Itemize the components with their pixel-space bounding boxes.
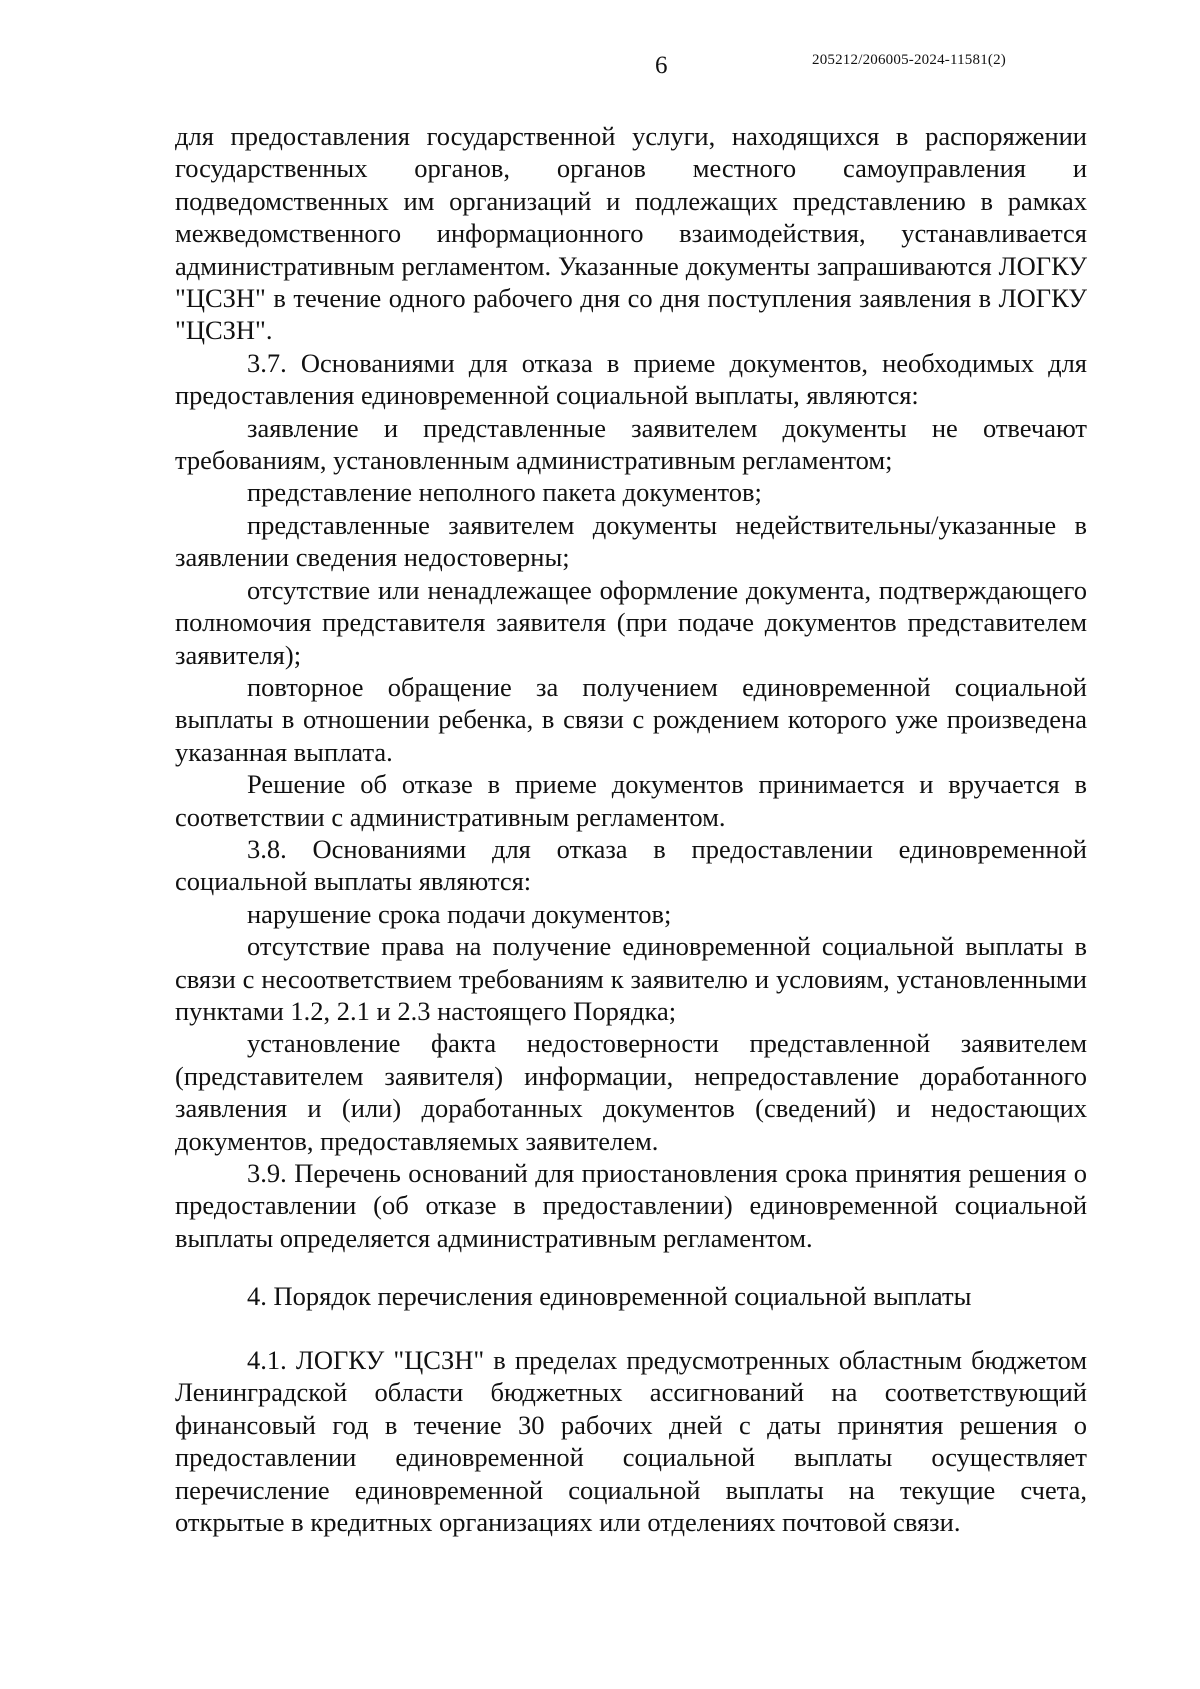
list-item: представление неполного пакета документов; xyxy=(247,477,762,508)
paragraph-3-7: 3.7. Основаниями для отказа в приеме документов, необходимых для предоставления единовременной социальной выплаты, являются: xyxy=(175,347,1087,411)
paragraph-decision: Решение об отказе в приеме документов принимается и вручается в соответствии с административным регламентом. xyxy=(175,769,1087,832)
list-item: отсутствие права на получение единовременной социальной выплаты в связи с несоответствием требованиям к заявителю и условиям, установленными пунктами 1.2, 2.1 и 2.3 настоящего Порядка; xyxy=(175,931,1087,1026)
list-item: установление факта недостоверности представленной заявителем (представителем заявителя) информации, непредоставление доработанного заявления и (или) доработанных документов (сведений) и недостающих документов, предоставляемых заявителем. xyxy=(175,1028,1087,1156)
paragraph-3-8: 3.8. Основаниями для отказа в предоставлении единовременной социальной выплаты являются: xyxy=(175,833,1087,897)
list-item: представленные заявителем документы недействительны/указанные в заявлении сведения недостоверны; xyxy=(175,509,1087,573)
page-number: 6 xyxy=(655,52,668,79)
list-item: отсутствие или ненадлежащее оформление документа, подтверждающего полномочия представителя заявителя (при подаче документов представителем заявителя); xyxy=(175,574,1087,670)
section-heading: 4. Порядок перечисления единовременной социальной выплаты xyxy=(247,1281,972,1311)
list-item: повторное обращение за получением единовременной социальной выплаты в отношении ребенка, в связи с рождением которого уже произведена указанная выплата. xyxy=(175,671,1087,767)
list-item: заявление и представленные заявителем документы не отвечают требованиям, установленным административным регламентом; xyxy=(175,412,1087,476)
section-4-body xyxy=(175,1344,1087,1538)
paragraph-3-9: 3.9. Перечень оснований для приостановления срока принятия решения о предоставлении (об отказе в предоставлении) единовременной социальной выплаты определяется административным регламентом. xyxy=(175,1158,1087,1253)
document-id: 205212/206005-2024-11581(2) xyxy=(812,52,1006,68)
list-item: нарушение срока подачи документов; xyxy=(247,898,672,929)
paragraph-4-1: 4.1. ЛОГКУ "ЦСЗН" в пределах предусмотренных областным бюджетом Ленинградской области бюджетных ассигнований на соответствующий финансовый год в течение 30 рабочих дней с даты принятия решения о предоставлении единовременной социальной выплаты осуществляет перечисление единовременной социальной выплаты на текущие счета, открытые в кредитных организациях или отделениях почтовой связи. xyxy=(175,1345,1087,1538)
document-body xyxy=(175,120,1087,1254)
paragraph-continuation: для предоставления государственной услуги, находящихся в распоряжении государственных органов, органов местного самоуправления и подведомственных им организаций и подлежащих представлению в рамках межведомственного информационного взаимодействия, устанавливается административным регламентом. Указанные документы запрашиваются ЛОГКУ "ЦСЗН" в течение одного рабочего дня со дня поступления заявления в ЛОГКУ "ЦСЗН". xyxy=(175,121,1087,346)
